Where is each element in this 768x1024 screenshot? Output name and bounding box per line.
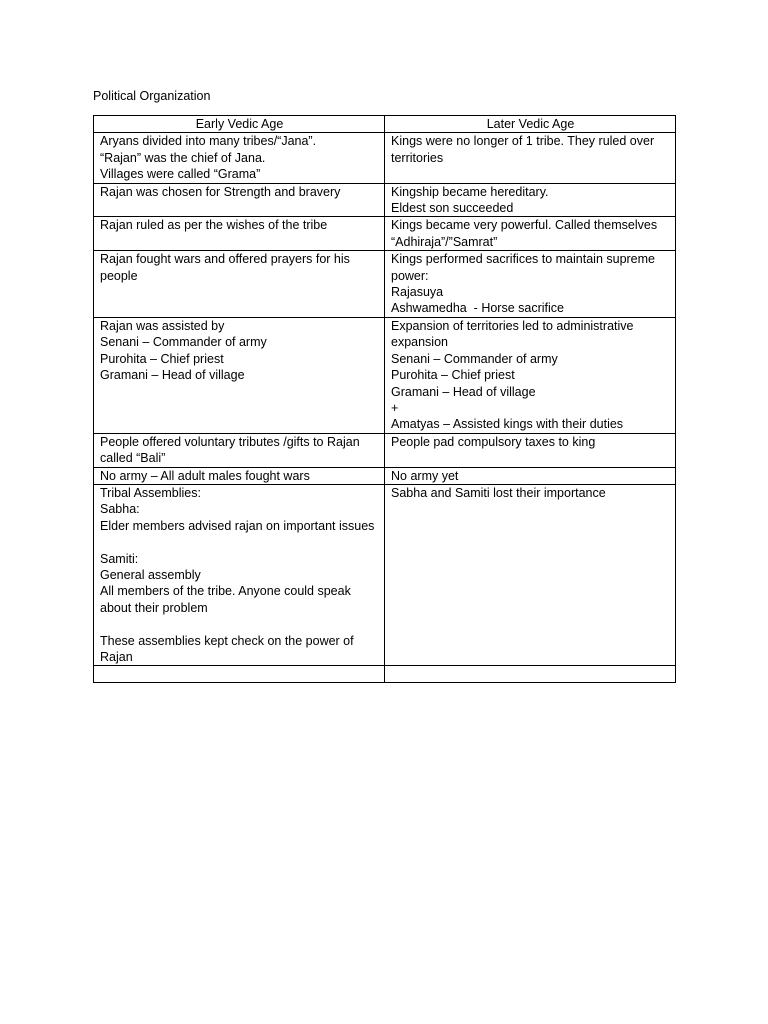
cell-text-line: Senani – Commander of army [100, 335, 267, 350]
cell-text-line: Villages were called “Grama” [100, 167, 261, 182]
cell-text-line: No army yet [391, 468, 459, 483]
later-vedic-cell [385, 433, 676, 467]
cell-text-line: Aryans divided into many tribes/“Jana”. [100, 134, 317, 149]
later-vedic-cell [385, 317, 676, 433]
later-vedic-cell [385, 183, 676, 217]
cell-text-line: Kings were no longer of 1 tribe. They ruled over territories [391, 134, 658, 165]
later-vedic-cell [385, 467, 676, 484]
table-row [94, 484, 676, 665]
cell-text-line [100, 534, 379, 550]
later-vedic-cell [385, 251, 676, 318]
table-row [94, 133, 676, 183]
early-vedic-cell [94, 484, 385, 665]
cell-text-line: Samiti: [100, 551, 139, 566]
cell-text-line: Purohita – Chief priest [391, 368, 515, 383]
cell-text-line: “Rajan” was the chief of Jana. [100, 150, 266, 165]
early-vedic-cell [94, 217, 385, 251]
table-row [94, 666, 676, 683]
cell-text-line: Sabha: [100, 502, 140, 517]
early-vedic-cell [94, 467, 385, 484]
cell-text-line: General assembly [100, 567, 201, 582]
table-row [94, 433, 676, 467]
comparison-table [93, 115, 676, 683]
column-header-later-vedic-age: Later Vedic Age [385, 116, 676, 133]
cell-text-line: Ashwamedha - Horse sacrifice [391, 301, 564, 316]
cell-text-line: Tribal Assemblies: [100, 485, 201, 500]
early-vedic-cell [94, 133, 385, 183]
cell-text-line: Purohita – Chief priest [100, 351, 224, 366]
early-vedic-cell [94, 666, 385, 683]
cell-text-line: Eldest son succeeded [391, 201, 514, 216]
column-header-early-vedic-age: Early Vedic Age [94, 116, 385, 133]
cell-text-line: + [391, 400, 399, 415]
cell-text-line: Rajan was assisted by [100, 318, 225, 333]
early-vedic-cell [94, 251, 385, 318]
later-vedic-cell [385, 484, 676, 665]
table-row [94, 217, 676, 251]
table-row [94, 251, 676, 318]
cell-text-line: All members of the tribe. Anyone could speak about their problem [100, 584, 355, 615]
cell-text-line: Rajan was chosen for Strength and bravery [100, 184, 341, 199]
document-title: Political Organization [93, 89, 211, 103]
later-vedic-cell [385, 666, 676, 683]
cell-text-line: Rajasuya [391, 285, 444, 300]
cell-text-line: Kings performed sacrifices to maintain supreme power: [391, 252, 659, 283]
cell-text-line: Rajan ruled as per the wishes of the tribe [100, 218, 328, 233]
cell-text-line: Expansion of territories led to administrative expansion [391, 318, 637, 350]
early-vedic-cell [94, 433, 385, 467]
cell-text-line: Gramani – Head of village [391, 384, 536, 399]
later-vedic-cell [385, 133, 676, 183]
table-row [94, 467, 676, 484]
early-vedic-cell [94, 183, 385, 217]
table-row [94, 183, 676, 217]
table-row [94, 317, 676, 433]
cell-text-line: Kingship became hereditary. [391, 184, 549, 199]
cell-text-line [100, 616, 379, 632]
cell-text-line: Senani – Commander of army [391, 351, 558, 366]
table-header-row [94, 116, 676, 133]
cell-text-line: Rajan fought wars and offered prayers for his people [100, 252, 354, 283]
early-vedic-cell [94, 317, 385, 433]
cell-text-line: Amatyas – Assisted kings with their duties [391, 417, 624, 432]
later-vedic-cell [385, 217, 676, 251]
cell-text-line: Elder members advised rajan on important issues [100, 518, 375, 533]
cell-text-line: Kings became very powerful. Called themselves “Adhiraja”/”Samrat” [391, 218, 661, 249]
cell-text-line: People offered voluntary tributes /gifts to Rajan called “Bali” [100, 434, 364, 466]
cell-text-line: People pad compulsory taxes to king [391, 434, 596, 449]
cell-text-line: Sabha and Samiti lost their importance [391, 485, 606, 500]
table-body [94, 133, 676, 683]
cell-text-line: These assemblies kept check on the power of Rajan [100, 633, 358, 664]
cell-text-line: Gramani – Head of village [100, 368, 245, 383]
cell-text-line: No army – All adult males fought wars [100, 468, 310, 483]
